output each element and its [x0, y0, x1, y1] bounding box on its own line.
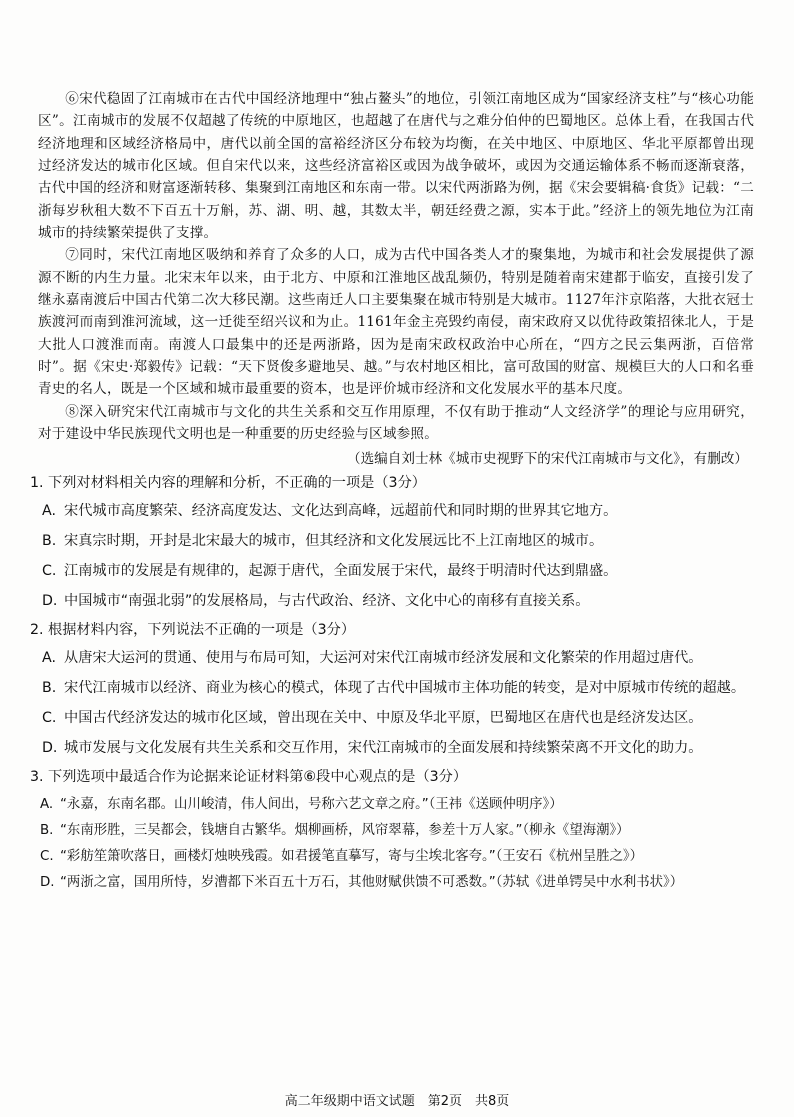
- option-letter: B.: [42, 532, 57, 549]
- paragraph-6: ⑥宋代稳固了江南城市在古代中国经济地理中“独占鳌头”的地位，引领江南地区成为“国家经济支柱”与“核心功能区”。江南城市的发展不仅超越了传统的中原地区，也超越了在唐代与之难分伯仲的巴蜀地区。总体上看，在我国古代经济地理和区域经济格局中，唐代以前全国的富裕经济区分布较为均衡，在关中地区、中原地区、华北平原都曾出现过经济发达的城市化区域。但自宋代以来，这些经济富裕区或因为战争破坏，或因为交通运输体系不畅而逐渐衰落，古代中国的经济和财富逐渐转移、集聚到江南地区和东南一带。以宋代两浙路为例，据《宋会要辑稿·食货》记载：“二浙每岁秋租大数不下百五十万斛，苏、湖、明、越，其数太半，朝廷经费之源，实本于此。”经济上的领先地位为江南城市的持续繁荣提供了支撑。: [38, 91, 754, 242]
- option-letter: A.: [40, 796, 54, 812]
- option-text: 江南城市的发展是有规律的，起源于唐代，全面发展于宋代，最终于明清时代达到鼎盛。: [64, 562, 618, 579]
- question-2: [30, 619, 754, 760]
- option-letter: C.: [40, 848, 54, 864]
- option-text: 宋真宗时期，开封是北宋最大的城市，但其经济和文化发展远比不上江南地区的城市。: [64, 532, 604, 549]
- option-letter: A.: [42, 502, 56, 519]
- option-text: 中国城市“南强北弱”的发展格局，与古代政治、经济、文化中心的南移有直接关系。: [64, 592, 590, 609]
- option-letter: C.: [42, 709, 57, 726]
- option-text: “东南形胜，三吴都会，钱塘自古繁华。烟柳画桥，风帘翠幕，参差十万人家。”（柳永《望海潮》）: [60, 822, 630, 838]
- option-letter: B.: [42, 679, 57, 696]
- option-c[interactable]: [38, 846, 754, 867]
- question-stem: 3. 下列选项中最适合作为论据来论证材料第⑥段中心观点的是（3分）: [30, 768, 468, 785]
- source-citation: （选编自刘士林《城市史视野下的宋代江南城市与文化》，有删改）: [346, 450, 748, 467]
- option-text: “彩舫笙箫吹落日，画楼灯烛映残霞。如君援笔直摹写，寄与尘埃北客夸。”（王安石《杭州呈胜之》）: [60, 848, 643, 864]
- option-text: “永嘉，东南名郡。山川峻清，伟人间出，号称六艺文章之府。”（王祎《送顾仲明序》）: [60, 796, 563, 812]
- question-stem: 1. 下列对材料相关内容的理解和分析，不正确的一项是（3分）: [30, 474, 426, 491]
- option-b[interactable]: [38, 676, 754, 700]
- option-text: 城市发展与文化发展有共生关系和交互作用，宋代江南城市的全面发展和持续繁荣离不开文化的助力。: [64, 739, 703, 756]
- paragraph-8: ⑧深入研究宋代江南城市与文化的共生关系和交互作用原理，不仅有助于推动“人文经济学”的理论与应用研究，对于建设中华民族现代文明也是一种重要的历史经验与区域参照。: [38, 403, 754, 443]
- option-text: 从唐宋大运河的贯通、使用与布局可知，大运河对宋代江南城市经济发展和文化繁荣的作用超过唐代。: [64, 649, 703, 666]
- option-letter: D.: [42, 592, 58, 609]
- option-c[interactable]: [38, 706, 754, 730]
- option-b[interactable]: [38, 529, 754, 553]
- paragraph-7: ⑦同时，宋代江南地区吸纳和养育了众多的人口，成为古代中国各类人才的聚集地，为城市和社会发展提供了源源不断的内生力量。北宋末年以来，由于北方、中原和江淮地区战乱频仍，特别是随着南宋建都于临安，直接引发了继永嘉南渡后中国古代第二次大移民潮。这些南迁人口主要集聚在城市特别是大城市。1127年汴京陷落，大批衣冠士族渡河而南到淮河流域，这一迁徙至绍兴议和为止。1161年金主亮毁约南侵，南宋政府又以优待政策招徕北人，于是大批人口渡淮而南。南渡人口最集中的还是两浙路，因为是南宋政权政治中心所在，“四方之民云集两浙，百倍常时”。据《宋史·郑毅传》记载：“天下贤俊多避地吴、越。”与农村地区相比，富可敌国的财富、规模巨大的人口和名垂青史的名人，既是一个区域和城市最重要的资本，也是评价城市经济和文化发展水平的基本尺度。: [38, 247, 754, 398]
- option-a[interactable]: [38, 794, 754, 815]
- option-b[interactable]: [38, 820, 754, 841]
- option-letter: D.: [40, 874, 55, 890]
- page-content: [30, 88, 754, 898]
- option-a[interactable]: [38, 499, 754, 523]
- option-letter: C.: [42, 562, 57, 579]
- page-footer: 高二年级期中语文试题 第2页 共8页: [284, 1094, 510, 1109]
- option-d[interactable]: [38, 589, 754, 613]
- option-c[interactable]: [38, 559, 754, 583]
- question-stem: 2. 根据材料内容，下列说法不正确的一项是（3分）: [30, 621, 356, 638]
- question-1: [30, 472, 754, 613]
- option-text: “两浙之富，国用所恃，岁漕都下米百五十万石，其他财赋供馈不可悉数。”（苏轼《进单锷吴中水利书状》）: [60, 874, 684, 890]
- option-text: 宋代城市高度繁荣、经济高度发达、文化达到高峰，远超前代和同时期的世界其它地方。: [64, 502, 618, 519]
- option-letter: A.: [42, 649, 56, 666]
- option-letter: B.: [40, 822, 54, 838]
- option-letter: D.: [42, 739, 58, 756]
- question-3: [30, 766, 754, 893]
- option-text: 中国古代经济发达的城市化区域，曾出现在关中、中原及华北平原，巴蜀地区在唐代也是经济发达区。: [64, 709, 703, 726]
- option-d[interactable]: [38, 736, 754, 760]
- option-a[interactable]: [38, 646, 754, 670]
- option-text: 宋代江南城市以经济、商业为核心的模式，体现了古代中国城市主体功能的转变，是对中原城市传统的超越。: [64, 679, 746, 696]
- option-d[interactable]: [38, 872, 754, 893]
